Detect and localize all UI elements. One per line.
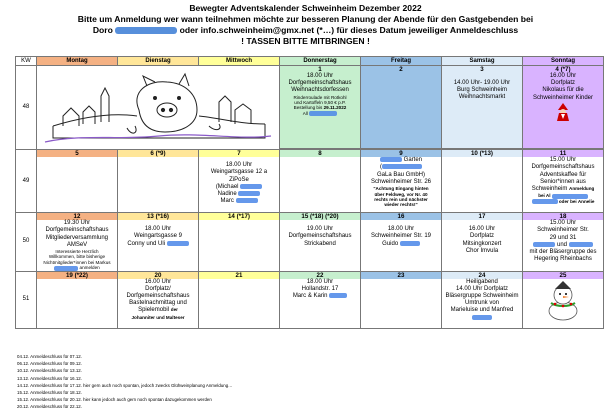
event-contact: All: [280, 111, 360, 116]
week-row-51: [16, 271, 604, 328]
day-cell-13: [118, 213, 199, 271]
event-location: Weingartsgasse 12 a: [210, 169, 268, 176]
event-host: ZiPoSe: [229, 176, 249, 183]
pig-village-drawing: [39, 66, 277, 146]
deadline-note: 04.12. Anmeldeschluss für 07.12.: [17, 354, 82, 359]
event-time: 19.00 Uhr: [306, 226, 334, 233]
day-number: 7: [199, 150, 279, 157]
event-title: Mitsingkonzert: [462, 240, 502, 247]
event-host: Marc & Karin: [280, 293, 360, 300]
event-organizer: Johanniter und Malteser: [131, 314, 185, 320]
event-title: Schweinheim Anmeldung: [531, 186, 595, 193]
day-cell-14: [199, 213, 280, 271]
event-note: Interessierte Herzlich: [55, 249, 99, 255]
event-title: Chor Imvula: [465, 247, 499, 254]
event-time: 18.00 Uhr: [225, 162, 253, 169]
deadline-note: 15.12. Anmeldeschluss für 20.12. hier kann jedoch auch gern noch spontan dazugekommen werden: [17, 397, 212, 403]
day-number: 19 (*22): [37, 272, 117, 279]
day-number: 1: [318, 66, 322, 73]
day-cell-2: [361, 66, 442, 149]
day-cell-16: [361, 213, 442, 271]
event-contact: bei Al: [523, 193, 603, 198]
col-monday: Montag: [37, 57, 118, 66]
event-time: 18.00 Uhr: [387, 226, 415, 233]
event-title: Umtrunk von: [464, 300, 499, 307]
event-time: 19.30 Uhr: [63, 220, 91, 227]
event-time: 18.00 Uhr: [306, 73, 334, 79]
day-number: 16: [361, 213, 441, 220]
event-host: Marieluise und Manfred: [450, 307, 514, 314]
redacted-text: [115, 27, 177, 34]
event-title: Spielemobil der: [138, 307, 178, 314]
kw-cell: 51: [16, 271, 37, 328]
week-row-48: [16, 66, 604, 149]
event-address: Schweinheimer Str.: [537, 227, 589, 234]
day-number: 11: [523, 150, 603, 157]
day-number: 12: [37, 213, 117, 220]
day-cell-23: [361, 271, 442, 328]
week-row-50: [16, 213, 604, 271]
event-location: Dorfgemeinschaftshaus: [45, 227, 109, 234]
day-cell-24: [442, 271, 523, 328]
event-title: Bastelnachmittag und: [129, 300, 187, 307]
calendar-title: Bewegter Adventskalender Schweinheim Dezember 2022: [189, 3, 422, 13]
day-cell-9: [361, 150, 442, 213]
day-number: 6 (*9): [118, 150, 198, 157]
event-location: Dorfplatz: [469, 233, 494, 240]
day-number: 25: [523, 272, 603, 279]
deadline-note: 14.12. Anmeldeschluss für 17.12. hier gern auch noch spontan, jedoch zwecks Glühweinplanung Anmeldung…: [17, 382, 233, 388]
event-location: Dorfplatz/: [145, 285, 171, 292]
event-title: Hegering Rheinbachs: [534, 256, 592, 263]
event-location: Dorfgemeinschaftshaus: [288, 80, 352, 87]
event-note: rechts rein und nächster: [374, 196, 428, 202]
event-location: Burg Schweinheim: [456, 87, 508, 94]
day-cell-10: [442, 150, 523, 213]
event-location: Weingartsgasse 9: [134, 233, 182, 240]
col-kw: KW: [16, 57, 37, 66]
event-title: AMSeV: [66, 241, 88, 248]
pig-illustration: [37, 66, 280, 150]
day-cell-11: [523, 150, 604, 213]
col-thursday: Donnerstag: [280, 57, 361, 66]
day-cell-4: [523, 66, 604, 149]
day-cell-12: [37, 213, 118, 271]
col-saturday: Samstag: [442, 57, 523, 66]
event-note: Willkommen, bitte bisherige: [48, 254, 106, 260]
day-cell-8: [280, 150, 361, 213]
contact-name: Doro: [92, 25, 113, 35]
event-title: Weihnachtsdorfessen: [291, 87, 349, 94]
event-time: 14.00 Uhr Dorfplatz: [455, 285, 509, 292]
event-time: 16.00 Uhr: [144, 278, 172, 285]
event-address: Hollandstr. 17: [301, 285, 339, 292]
event-location: Dorfgemeinschaftshaus: [126, 293, 190, 300]
event-title: Strickabend: [304, 240, 336, 247]
day-cell-5: [37, 150, 118, 213]
event-location: Dorfgemeinschaftshaus: [531, 164, 595, 171]
event-note: "Achtung Eingang hinten: [373, 186, 429, 192]
event-title: Heiligabend: [466, 278, 498, 285]
day-number: 2: [399, 66, 403, 73]
event-title: Senior*innen aus: [540, 178, 586, 185]
registration-note: Bitte um Anmeldung wer wann teilnehmen möchte zur besseren Planung der Abende für den Gastgebenden bei: [77, 14, 534, 24]
deadline-note: 10.12. Anmeldeschluss für 13.12.: [17, 368, 82, 374]
col-wednesday: Mittwoch: [199, 57, 280, 66]
event-note: über Feldweg, vor Nr. 40: [374, 191, 428, 197]
event-address: Schweinheimer Str. 19: [370, 233, 432, 240]
day-number: 9: [361, 150, 441, 157]
day-cell-20: [118, 271, 199, 328]
event-host: (Michael: [199, 184, 279, 191]
col-tuesday: Dienstag: [118, 57, 199, 66]
day-number: 8: [280, 150, 360, 157]
event-time: 15.00 Uhr: [549, 157, 577, 164]
event-note: anmelden: [37, 265, 117, 270]
day-number: 13 (*16): [118, 213, 198, 220]
deadline-note: 06.12. Anmeldeschluss für 09.12.: [17, 361, 82, 367]
event-order-note: Bestellung bis 29.11.2022: [293, 105, 347, 111]
event-host: [442, 315, 522, 322]
event-detail: und Kartoffeln 9,50 € p.P.: [294, 100, 346, 106]
header-row: [16, 57, 604, 66]
event-host: Nadine: [199, 191, 279, 198]
event-address: Schweinheimer Str. 26: [370, 178, 432, 185]
day-cell-22: [280, 271, 361, 328]
event-host: (: [361, 164, 441, 171]
kw-cell: 50: [16, 213, 37, 271]
contact-line: [0, 25, 611, 35]
deadline-note: 20.12. Anmeldeschluss für 22.12.: [17, 404, 82, 410]
day-number: 15 (*18) (*20): [280, 213, 360, 220]
event-title: Mitgliederversammlung: [45, 234, 109, 241]
cups-reminder: ! TASSEN BITTE MITBRINGEN !: [241, 36, 370, 46]
event-time: 18.00 Uhr: [144, 226, 172, 233]
event-location: Garten: [361, 157, 441, 164]
col-sunday: Sonntag: [523, 57, 604, 66]
registration-deadlines: [17, 353, 233, 411]
day-cell-17: [442, 213, 523, 271]
day-number: 20: [118, 272, 198, 279]
deadline-note: 13.12. Anmeldeschluss für 16.12.: [17, 375, 82, 381]
day-cell-19: [37, 271, 118, 328]
day-number: 14 (*17): [199, 213, 279, 220]
event-contact: oder bei Annelie: [523, 199, 603, 204]
event-time: 14.00 Uhr- 19.00 Uhr: [453, 80, 511, 86]
nikolaus-icon: [555, 102, 571, 122]
event-host: GaLa Bau GmbH): [376, 171, 426, 178]
event-detail: Rinderroulade mit Rotkohl: [293, 94, 347, 100]
day-cell-25: [523, 271, 604, 328]
day-number: 5: [37, 150, 117, 157]
deadline-note: 15.12. Anmeldeschluss für 18.12.: [17, 390, 82, 396]
day-cell-3: [442, 66, 523, 149]
day-cell-21: [199, 271, 280, 328]
event-host: Marc: [199, 198, 279, 205]
col-friday: Freitag: [361, 57, 442, 66]
day-number: 23: [361, 272, 441, 279]
event-title: Schweinheimer Kinder: [532, 94, 594, 101]
event-title: Adventskaffee für: [539, 171, 587, 178]
event-address: 29 und 31: [549, 234, 577, 241]
day-number: 18: [523, 213, 603, 220]
event-host: Guido: [361, 241, 441, 248]
event-title: mit der Bläsergruppe des: [529, 249, 597, 256]
snowman-icon: [541, 279, 585, 321]
event-host: und: [523, 242, 603, 249]
event-host: Conny und Uli: [118, 241, 198, 248]
event-note: Nichtmitglieder*innen bei Markus: [43, 259, 111, 265]
day-number: 10 (*13): [442, 150, 522, 157]
event-time: 16.00 Uhr: [468, 226, 496, 233]
advent-calendar-table: [15, 56, 604, 329]
event-time: 18.00 Uhr: [306, 278, 334, 285]
day-number: 17: [442, 213, 522, 220]
day-number: 21: [199, 272, 279, 279]
kw-cell: 49: [16, 150, 37, 213]
event-time: 15.00 Uhr: [549, 220, 577, 227]
day-cell-15: [280, 213, 361, 271]
event-title: Weihnachtsmarkt: [458, 94, 506, 101]
contact-email-text: oder info.schweinheim@gmx.net (*…) für dieses Datum jeweiliger Anmeldeschluss: [179, 25, 519, 35]
day-cell-1: [280, 66, 361, 149]
event-time: 16.00 Uhr: [549, 73, 577, 79]
event-title: Bläsergruppe Schweinheim: [445, 293, 519, 300]
event-location: Dorfgemeinschaftshaus: [288, 233, 352, 240]
week-row-49: [16, 150, 604, 213]
day-number: 24: [442, 272, 522, 279]
day-cell-18: [523, 213, 604, 271]
event-location: Dorfplatz: [550, 80, 575, 87]
event-note: wieder rechts!": [384, 202, 418, 208]
day-number: 3: [480, 66, 484, 73]
kw-cell: 48: [16, 66, 37, 150]
day-cell-7: [199, 150, 280, 213]
day-number: 4 (*7): [555, 66, 571, 73]
event-title: Nikolaus für die: [542, 87, 584, 94]
day-number: 22: [280, 272, 360, 279]
day-cell-6: [118, 150, 199, 213]
